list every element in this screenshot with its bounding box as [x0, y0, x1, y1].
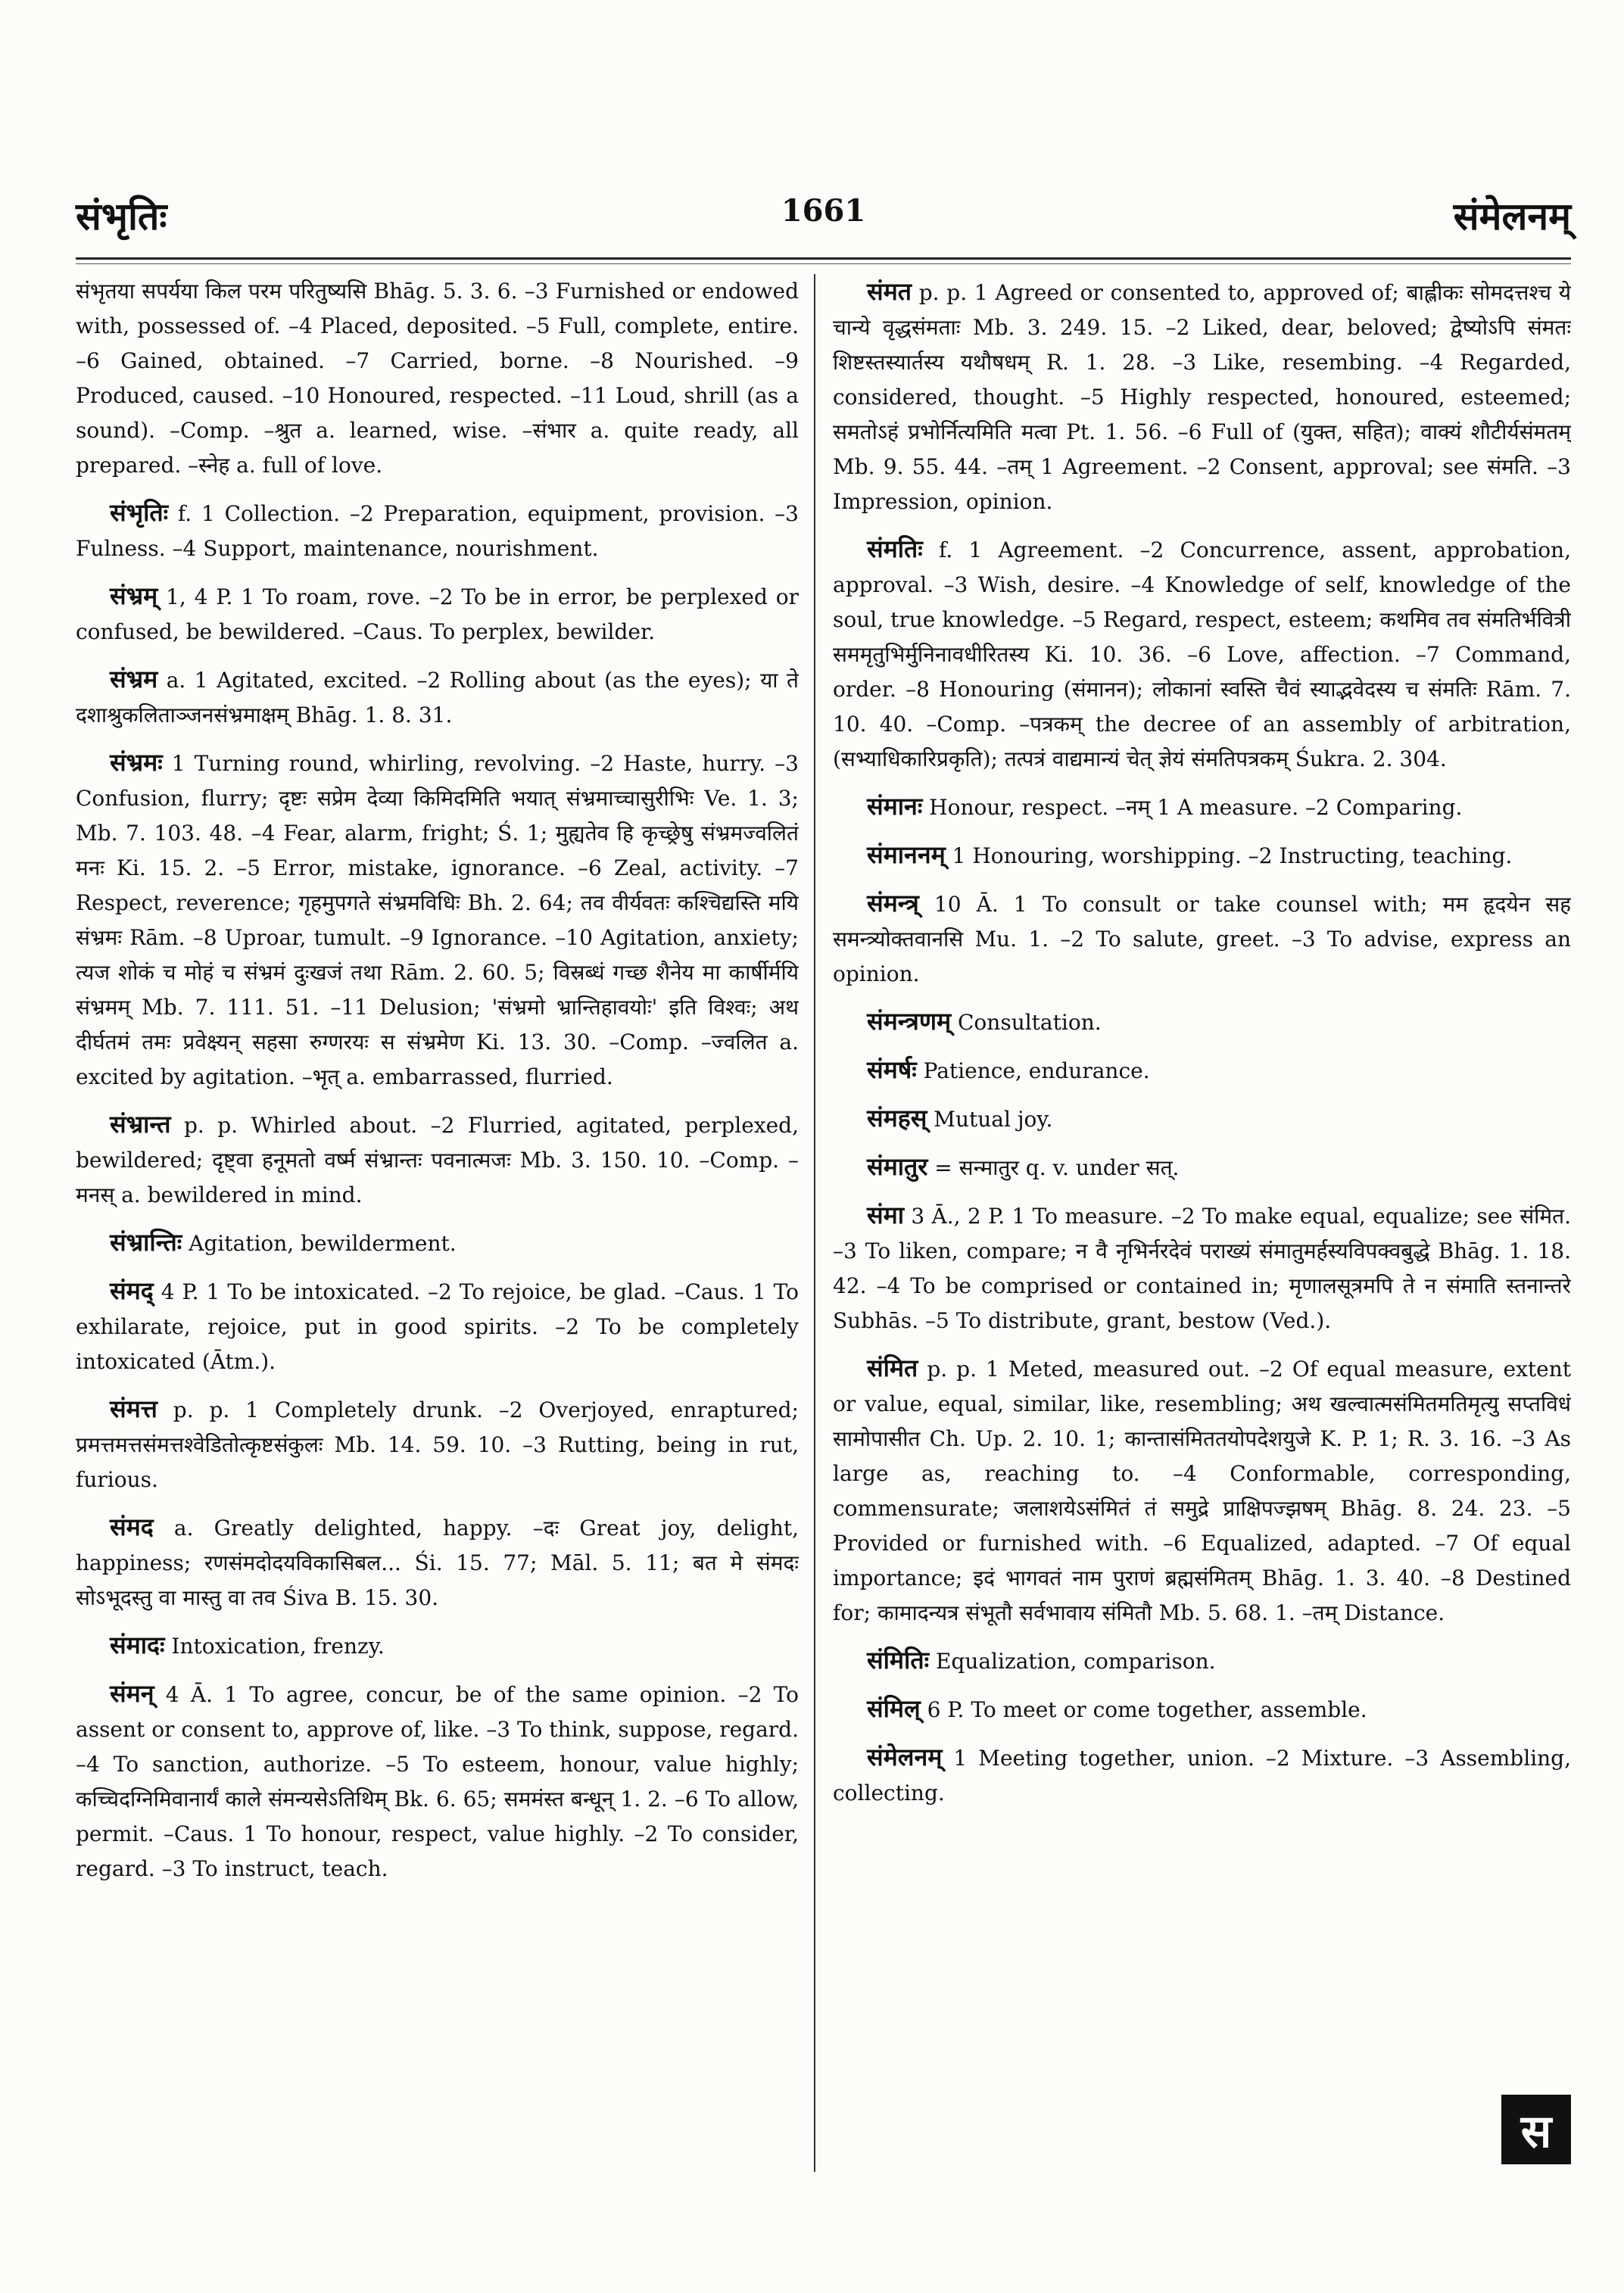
entry-text: Equalization, comparison.	[929, 1649, 1216, 1674]
entry-text: संभृतया सपर्यया किल परम परितुष्यसि Bhāg. 5. 3. 6. –3 Furnished or endowed with, possessed of. –4 Placed, deposited. –5 Full, complete, entire. –6 Gained, obtained. –7 Carried, borne. –8 Nourished. –9 Produced, caused. –10 Honoured, respected. –11 Loud, shrill (as a sound). –Comp. –श्रुत a. learned, wise. –संभार a. quite ready, all prepared. –स्नेह a. full of love.	[76, 279, 799, 478]
entry-text: = सन्मातुर q. v. under सत्.	[927, 1155, 1180, 1180]
dictionary-entry	[76, 662, 799, 733]
entry-text: Agitation, bewilderment.	[182, 1231, 457, 1256]
dictionary-entry	[76, 578, 799, 650]
dictionary-entry	[833, 837, 1571, 874]
entry-headword: संभृतिः	[110, 498, 169, 527]
dictionary-entry	[833, 1101, 1571, 1137]
header-right-guideword: संमेलनम्	[1453, 194, 1571, 238]
dictionary-entry	[833, 789, 1571, 825]
entry-headword: संमद्	[110, 1276, 154, 1305]
entry-text: p. p. Whirled about. –2 Flurried, agitated, perplexed, bewildered; दृष्ट्वा हनूमतो वर्ष्म संभ्रान्तः पवनात्मजः Mb. 3. 150. 10. –Comp. –मनस् a. bewildered in mind.	[76, 1113, 799, 1207]
entry-headword: संमितिः	[867, 1646, 930, 1675]
entry-headword: संमाननम्	[867, 840, 946, 869]
entry-headword: संमन्त्रणम्	[867, 1007, 952, 1036]
thumb-index-tab: स	[1501, 2095, 1571, 2164]
entry-headword: संभ्रम्	[110, 581, 158, 610]
entry-headword: संमद	[110, 1513, 154, 1541]
entry-headword: संमित	[867, 1354, 918, 1382]
dictionary-entry	[833, 1052, 1571, 1089]
dictionary-entry	[76, 745, 799, 1095]
entry-headword: संमिल्	[867, 1694, 921, 1723]
entry-text: p. p. 1 Agreed or consented to, approved of; बाह्लीकः सोमदत्तश्च ये चान्ये वृद्धसंमताः Mb. 3. 249. 15. –2 Liked, dear, beloved; द्वेष्योऽपि संमतः शिष्टस्तस्यार्तस्य यथौषधम् R. 1. 28. –3 Like, resembing. –4 Regarded, considered, thought. –5 Highly respected, honoured, esteemed; समतोऽहं प्रभोर्नित्यमिति मत्वा Pt. 1. 56. –6 Full of (युक्त, सहित); वाक्यं शौटीर्यसंमतम् Mb. 9. 55. 44. –तम् 1 Agreement. –2 Consent, approval; see संमति. –3 Impression, opinion.	[833, 280, 1571, 514]
entry-text: a. Greatly delighted, happy. –दः Great joy, delight, happiness; रणसंमदोदयविकासिबल... Śi. 15. 77; Māl. 5. 11; बत मे संमदः सोऽभूदस्तु वा मास्तु वा तव Śiva B. 15. 30.	[76, 1516, 799, 1610]
entry-headword: संभ्रम	[110, 665, 158, 693]
dictionary-entry	[76, 1628, 799, 1664]
entry-text: Patience, endurance.	[916, 1058, 1150, 1083]
entry-headword: संमन्	[110, 1679, 154, 1708]
dictionary-entry	[833, 531, 1571, 777]
entry-text: p. p. 1 Meted, measured out. –2 Of equal measure, extent or value, equal, similar, like, resembling; अथ खल्वात्मसंमितमतिमृत्यु सप्तविधं सामोपासीत Ch. Up. 2. 10. 1; कान्तासंमिततयोपदेशयुजे K. P. 1; R. 3. 16. –3 As large as, reaching to. –4 Conformable, corresponding, commensurate; जलाशयेऽसंमितं तं समुद्रे प्राक्षिपज्झषम् Bhāg. 8. 24. 23. –5 Provided or furnished with. –6 Equalized, adapted. –7 Of equal importance; इदं भागवतं नाम पुराणं ब्रह्मसंमितम् Bhāg. 1. 3. 40. –8 Destined for; कामादन्यत्र संभूतौ सर्वभावाय संमितौ Mb. 5. 68. 1. –तम् Distance.	[833, 1357, 1571, 1625]
entry-headword: संमत	[867, 277, 912, 306]
entry-text: f. 1 Collection. –2 Preparation, equipment, provision. –3 Fulness. –4 Support, maintenance, nourishment.	[76, 501, 799, 561]
entry-headword: संमतिः	[867, 534, 923, 563]
entry-text: Consultation.	[951, 1010, 1102, 1035]
dictionary-entry	[76, 1273, 799, 1379]
entry-headword: संभ्रान्तिः	[110, 1228, 182, 1257]
entry-headword: संमन्त्र्	[867, 889, 919, 918]
entry-text: p. p. 1 Completely drunk. –2 Overjoyed, enraptured; प्रमत्तमत्तसंमत्तश्वेडितोत्कृष्टसंकुलः Mb. 14. 59. 10. –3 Rutting, being in rut, furious.	[76, 1397, 799, 1492]
entry-text: 1 Meeting together, union. –2 Mixture. –3 Assembling, collecting.	[833, 1746, 1571, 1805]
header-left-guideword: संभृतिः	[76, 194, 167, 238]
entry-headword: संमा	[867, 1201, 905, 1229]
entry-headword: संभ्रमः	[110, 748, 163, 777]
dictionary-entry	[833, 1198, 1571, 1338]
dictionary-entry	[833, 1643, 1571, 1679]
dictionary-entry	[833, 1004, 1571, 1040]
dictionary-entry	[76, 1676, 799, 1886]
dictionary-entry	[833, 1691, 1571, 1728]
entry-headword: संमेलनम्	[867, 1743, 943, 1771]
header-rule	[76, 257, 1571, 260]
entry-text: Honour, respect. –नम् 1 A measure. –2 Comparing.	[922, 795, 1463, 820]
entry-text: 1 Honouring, worshipping. –2 Instructing, teaching.	[945, 843, 1513, 868]
entry-headword: संभ्रान्त	[110, 1110, 171, 1139]
entry-text: Mutual joy.	[927, 1107, 1053, 1132]
dictionary-entry	[76, 1391, 799, 1497]
entry-text: 3 Ā., 2 P. 1 To measure. –2 To make equal, equalize; see संमित. –3 To liken, compare; न वै नृभिर्नरदेवं पराख्यं संमातुमर्हस्यविपक्वबुद्धे Bhāg. 1. 18. 42. –4 To be comprised or contained in; मृणालसूत्रमपि ते न संमाति स्तनान्तरे Subhās. –5 To distribute, grant, bestow (Ved.).	[833, 1204, 1571, 1333]
dictionary-entry	[833, 1740, 1571, 1811]
dictionary-entry	[76, 1107, 799, 1213]
dictionary-entry	[833, 1149, 1571, 1185]
entry-text: 4 P. 1 To be intoxicated. –2 To rejoice, be glad. –Caus. 1 To exhilarate, rejoice, put in good spirits. –2 To be completely intoxicated (Ātm.).	[76, 1279, 799, 1374]
entry-headword: संमर्षः	[867, 1055, 917, 1084]
text-columns	[76, 274, 1571, 2217]
page-number: 1661	[781, 193, 866, 229]
dictionary-entry	[833, 886, 1571, 992]
entry-headword: संमहस्	[867, 1104, 927, 1132]
entry-text: 1 Turning round, whirling, revolving. –2 Haste, hurry. –3 Confusion, flurry; दृष्टः सप्रेम देव्या किमिदमिति भयात् संभ्रमाच्चासुरीभिः Ve. 1. 3; Mb. 7. 103. 48. –4 Fear, alarm, fright; Ś. 1; मुह्यतेव हि कृच्छ्रेषु संभ्रमज्वलितं मनः Ki. 15. 2. –5 Error, mistake, ignorance. –6 Zeal, activity. –7 Respect, reverence; गृहमुपगते संभ्रमविधिः Bh. 2. 64; तव वीर्यवतः कश्चिद्यस्ति मयि संभ्रमः Rām. –8 Uproar, tumult. –9 Ignorance. –10 Agitation, anxiety; त्यज शोकं च मोहं च संभ्रमं दुःखजं तथा Rām. 2. 60. 5; विस्रब्धं गच्छ शैनेय मा कार्षीर्मयि संभ्रमम् Mb. 7. 111. 51. –11 Delusion; 'संभ्रमो भ्रान्तिहावयोः' इति विश्वः; अथ दीर्घतमं तमः प्रवेक्ष्यन् सहसा रुग्णरयः स संभ्रमेण Ki. 13. 30. –Comp. –ज्वलित a. excited by agitation. –भृत् a. embarrassed, flurried.	[76, 751, 799, 1089]
entry-text: f. 1 Agreement. –2 Concurrence, assent, approbation, approval. –3 Wish, desire. –4 Knowledge of self, knowledge of the soul, true knowledge. –5 Regard, respect, esteem; कथमिव तव संमतिर्भवित्री सममृतुभिर्मुनिनावधीरितस्य Ki. 10. 36. –6 Love, affection. –7 Command, order. –8 Honouring (संमानन); लोकानां स्वस्ति चैवं स्याद्भवेदस्य च संमतिः Rām. 7. 10. 40. –Comp. –पत्रकम् the decree of an assembly of arbitration, (सभ्याधिकारिप्रकृति); तत्पत्रं वाद्यमान्यं चेत् ज्ञेयं संमतिपत्रकम् Śukra. 2. 304.	[833, 537, 1571, 771]
entry-text: 6 P. To meet or come together, assemble.	[920, 1697, 1367, 1722]
entry-text: 1, 4 P. 1 To roam, rove. –2 To be in error, be perplexed or confused, be bewildered. –Caus. To perplex, bewilder.	[76, 584, 799, 644]
entry-text: Intoxication, frenzy.	[164, 1634, 385, 1659]
entry-headword: संमत्त	[110, 1394, 157, 1423]
left-column	[76, 274, 799, 2217]
dictionary-entry	[833, 1351, 1571, 1631]
entry-text: a. 1 Agitated, excited. –2 Rolling about (as the eyes); या ते दशाश्रुकलिताञ्जनसंभ्रमाक्षम् Bhāg. 1. 8. 31.	[76, 668, 799, 727]
entry-headword: संमातुर	[867, 1152, 928, 1181]
entry-headword: संमानः	[867, 792, 923, 821]
right-column	[833, 274, 1571, 2217]
dictionary-entry	[76, 495, 799, 566]
page-header	[76, 174, 1571, 250]
dictionary-entry	[833, 274, 1571, 519]
entry-text: 10 Ā. 1 To consult or take counsel with; मम हृदयेन सह समन्त्र्योक्तवानसि Mu. 1. –2 To salute, greet. –3 To advise, express an opinion.	[833, 892, 1571, 986]
column-divider	[814, 274, 815, 2172]
dictionary-entry	[76, 1509, 799, 1615]
dictionary-entry	[76, 1225, 799, 1261]
entry-headword: संमादः	[110, 1631, 165, 1659]
dictionary-entry	[76, 274, 799, 483]
header-rule-thin	[76, 263, 1571, 264]
entry-text: 4 Ā. 1 To agree, concur, be of the same opinion. –2 To assent or consent to, approve of, like. –3 To think, suppose, regard. –4 To sanction, authorize. –5 To esteem, honour, value highly; कच्चिदग्निमिवानार्यं काले संमन्यसेऽतिथिम् Bk. 6. 65; सममंस्त बन्धून् 1. 2. –6 To allow, permit. –Caus. 1 To honour, respect, value highly. –2 To consider, regard. –3 To instruct, teach.	[76, 1682, 799, 1881]
